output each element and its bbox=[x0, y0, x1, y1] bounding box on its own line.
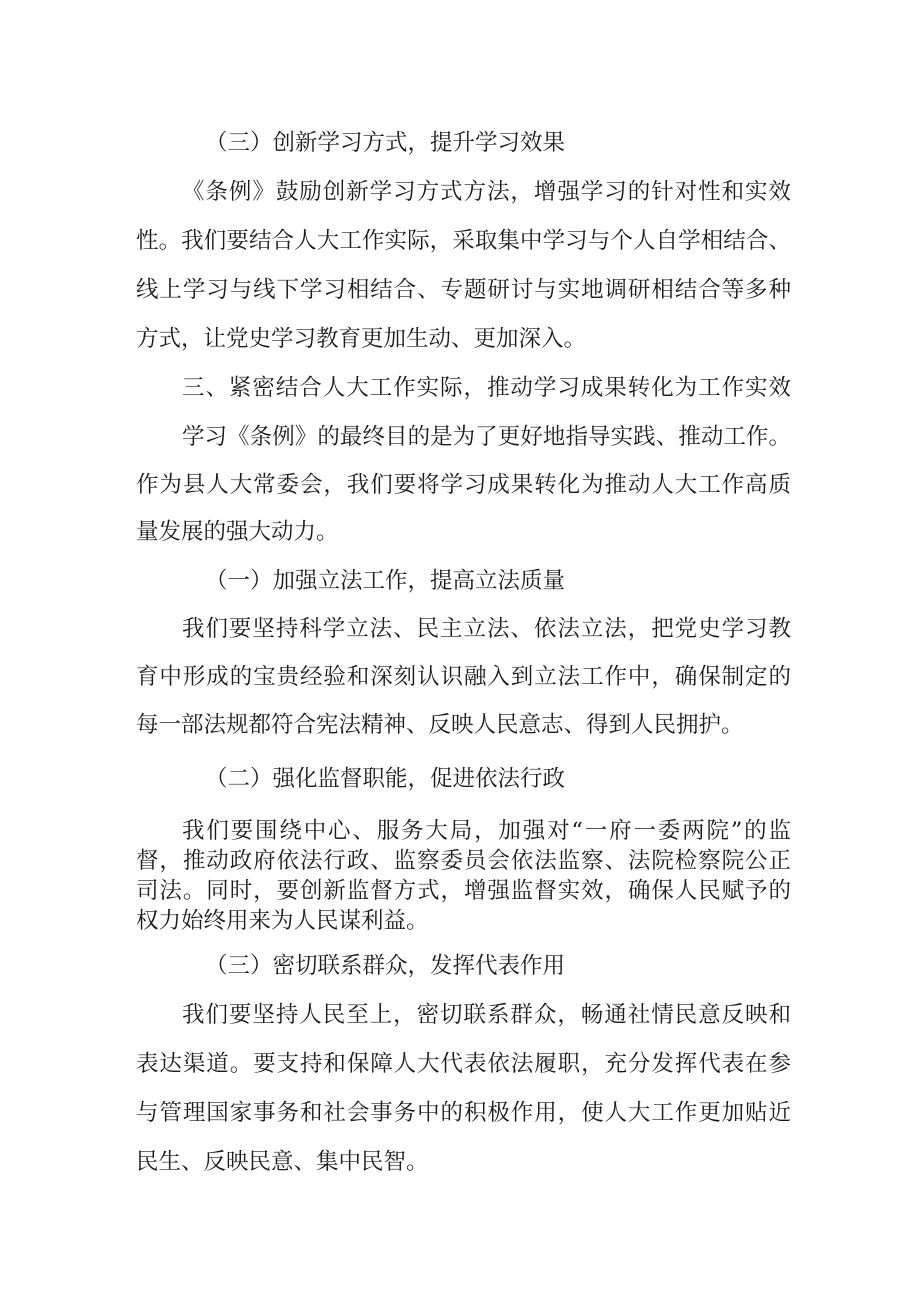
paragraph-line: 表达渠道。要支持和保障人大代表依法履职，充分发挥代表在参 bbox=[136, 1051, 791, 1077]
paragraph-line: 权力始终用来为人民谋利益。 bbox=[136, 908, 429, 934]
paragraph-line: 每一部法规都符合宪法精神、反映人民意志、得到人民拥护。 bbox=[136, 712, 744, 738]
paragraph-line: 我们要坚持人民至上，密切联系群众，畅通社情民意反映和 bbox=[182, 1002, 791, 1028]
paragraph-line: 与管理国家事务和社会事务中的积极作用，使人大工作更加贴近 bbox=[136, 1100, 791, 1126]
section-heading-innovate-learning: （三）创新学习方式，提升学习效果 bbox=[205, 130, 566, 156]
paragraph-line: 司法。同时，要创新监督方式，增强监督实效，确保人民赋予的 bbox=[136, 878, 791, 904]
paragraph-line: 育中形成的宝贵经验和深刻认识融入到立法工作中，确保制定的 bbox=[136, 664, 791, 690]
section-heading-supervision: （二）强化监督职能，促进依法行政 bbox=[205, 766, 566, 792]
paragraph-line: 方式，让党史学习教育更加生动、更加深入。 bbox=[136, 326, 587, 352]
paragraph-line: 《条例》鼓励创新学习方式方法，增强学习的针对性和实效 bbox=[182, 179, 791, 205]
paragraph-line: 量发展的强大动力。 bbox=[136, 519, 339, 545]
paragraph-line: 督，推动政府依法行政、监察委员会依法监察、法院检察院公正 bbox=[136, 848, 791, 874]
paragraph-line: 性。我们要结合人大工作实际，采取集中学习与个人自学相结合、 bbox=[136, 228, 791, 254]
paragraph-line: 民生、反映民意、集中民智。 bbox=[136, 1149, 429, 1175]
paragraph-line: 作为县人大常委会，我们要将学习成果转化为推动人大工作高质 bbox=[136, 472, 791, 498]
section-heading-legislation: （一）加强立法工作，提高立法质量 bbox=[205, 568, 566, 594]
paragraph-line: 线上学习与线下学习相结合、专题研讨与实地调研相结合等多种 bbox=[136, 277, 791, 303]
paragraph-line: 我们要坚持科学立法、民主立法、依法立法，把党史学习教 bbox=[182, 616, 791, 642]
section-heading-connect-masses: （三）密切联系群众，发挥代表作用 bbox=[205, 953, 566, 979]
part-heading-combine-practice: 三、紧密结合人大工作实际，推动学习成果转化为工作实效 bbox=[182, 375, 791, 401]
paragraph-line: 学习《条例》的最终目的是为了更好地指导实践、推动工作。 bbox=[182, 424, 791, 450]
paragraph-line: 我们要围绕中心、服务大局，加强对“一府一委两院”的监 bbox=[182, 818, 791, 844]
